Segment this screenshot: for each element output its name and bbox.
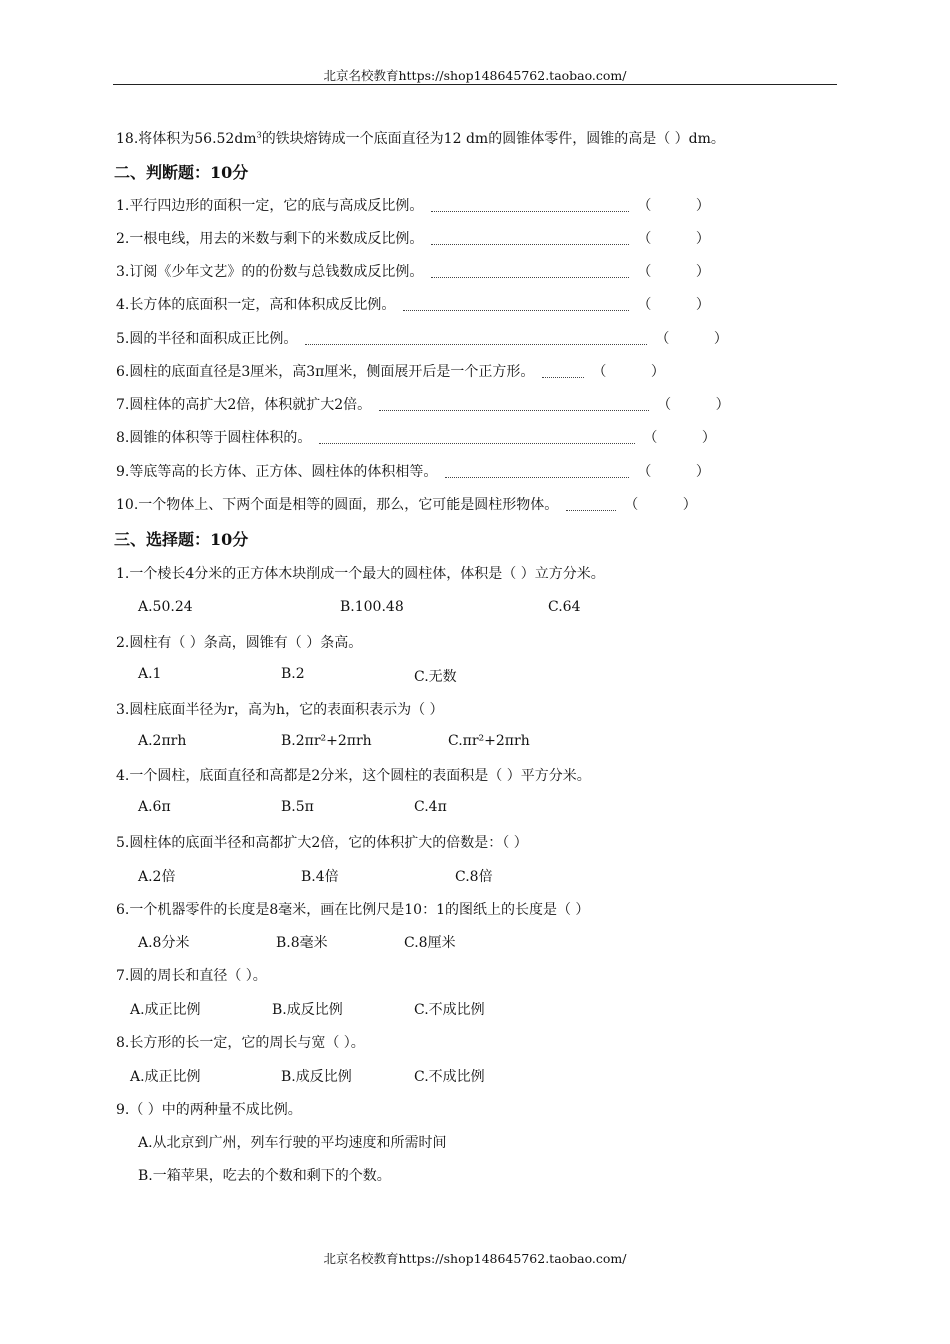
choice-option: A.8分米: [138, 935, 190, 951]
judge-text: 1.平行四边形的面积一定，它的底与高成反比例。: [116, 198, 424, 214]
question-18: [116, 128, 725, 148]
choice-option: A.2倍: [138, 869, 176, 885]
answer-dots: [379, 410, 649, 411]
judge-text: 9.等底等高的长方体、正方体、圆柱体的体积相等。: [116, 464, 438, 480]
choice-option: A.6π: [138, 799, 171, 815]
page-footer: 北京名校教育https://shop148645762.taobao.com/: [323, 1251, 627, 1266]
judge-text: 8.圆锥的体积等于圆柱体积的。: [116, 430, 312, 446]
choice-option: B.5π: [281, 799, 314, 815]
choice-option: C.4π: [414, 799, 447, 815]
judge-text: 5.圆的半径和面积成正比例。: [116, 331, 298, 347]
judge-item: [116, 461, 760, 481]
choice-question: 3.圆柱底面半径为r，高为h，它的表面积表示为（ ）: [116, 702, 444, 718]
answer-dots: [542, 377, 584, 378]
judge-text: 7.圆柱体的高扩大2倍，体积就扩大2倍。: [116, 397, 372, 413]
choice-option: C.不成比例: [414, 1069, 485, 1085]
judge-text: 6.圆柱的底面直径是3厘米，高3π厘米，侧面展开后是一个正方形。: [116, 364, 535, 380]
answer-dots: [566, 510, 616, 511]
answer-dots: [305, 344, 647, 345]
choice-question: 7.圆的周长和直径（ ）。: [116, 968, 267, 984]
choice-question: 1.一个棱长4分米的正方体木块削成一个最大的圆柱体，体积是（ ）立方分米。: [116, 566, 605, 582]
choice-question: 4.一个圆柱，底面直径和高都是2分米，这个圆柱的表面积是（ ）平方分米。: [116, 768, 591, 784]
q18-pre: 18.将体积为56.52dm: [116, 131, 257, 147]
judge-text: 2.一根电线，用去的米数与剩下的米数成反比例。: [116, 231, 424, 247]
judge-text: 10.一个物体上、下两个面是相等的圆面，那么，它可能是圆柱形物体。: [116, 497, 559, 513]
choice-question: 2.圆柱有（ ）条高，圆锥有（ ）条高。: [116, 635, 363, 651]
answer-paren: （ ）: [624, 497, 697, 513]
q18-sup: 3: [256, 130, 262, 140]
judge-item: [116, 427, 760, 447]
choice-question: 8.长方形的长一定，它的周长与宽（ ）。: [116, 1035, 365, 1051]
choice-option: A.从北京到广州，列车行驶的平均速度和所需时间: [138, 1135, 447, 1151]
choice-option: A.50.24: [138, 599, 193, 615]
choice-option: C.无数: [414, 669, 457, 685]
choice-option: A.2πrh: [138, 733, 187, 749]
answer-paren: （ ）: [657, 397, 730, 413]
answer-dots: [431, 211, 629, 212]
choice-question: 5.圆柱体的底面半径和高都扩大2倍，它的体积扩大的倍数是：（ ）: [116, 835, 528, 851]
choice-option: C.64: [548, 599, 581, 615]
answer-paren: （ ）: [637, 198, 710, 214]
section-2-title: 二、判断题：10分: [114, 163, 249, 182]
choice-option: B.8毫米: [276, 935, 328, 951]
choice-option: C.不成比例: [414, 1002, 485, 1018]
judge-item: [116, 195, 760, 215]
header-rule: [113, 84, 837, 85]
judge-text: 3.订阅《少年文艺》的的份数与总钱数成反比例。: [116, 264, 424, 280]
choice-option: B.100.48: [340, 599, 404, 615]
answer-dots: [319, 443, 635, 444]
judge-item: [116, 328, 760, 348]
choice-question: 6.一个机器零件的长度是8毫米，画在比例尺是10：1的图纸上的长度是（ ）: [116, 902, 590, 918]
answer-paren: （ ）: [592, 364, 665, 380]
answer-paren: （ ）: [637, 297, 710, 313]
section-3-title: 三、选择题：10分: [114, 530, 249, 549]
choice-option: C.8倍: [455, 869, 493, 885]
choice-option: C.πr²+2πrh: [448, 733, 530, 749]
choice-option: B.成反比例: [272, 1002, 343, 1018]
judge-item: [116, 228, 760, 248]
answer-paren: （ ）: [643, 430, 716, 446]
judge-item: [116, 494, 760, 514]
judge-text: 4.长方体的底面积一定，高和体积成反比例。: [116, 297, 396, 313]
choice-option: B.2: [281, 666, 305, 682]
choice-option: A.1: [138, 666, 162, 682]
answer-dots: [445, 477, 629, 478]
answer-paren: （ ）: [637, 264, 710, 280]
page-header: 北京名校教育https://shop148645762.taobao.com/: [323, 68, 627, 83]
judge-item: [116, 261, 760, 281]
choice-option: C.8厘米: [404, 935, 456, 951]
choice-option: B.成反比例: [281, 1069, 352, 1085]
choice-option: B.2πr²+2πrh: [281, 733, 372, 749]
answer-dots: [431, 244, 629, 245]
choice-question: 9.（ ）中的两种量不成比例。: [116, 1102, 302, 1118]
judge-item: [116, 294, 760, 314]
answer-paren: （ ）: [655, 331, 728, 347]
judge-item: [116, 361, 760, 381]
judge-item: [116, 394, 760, 414]
answer-paren: （ ）: [637, 464, 710, 480]
answer-dots: [403, 310, 629, 311]
choice-option: A.成正比例: [130, 1002, 201, 1018]
choice-option: A.成正比例: [130, 1069, 201, 1085]
answer-dots: [431, 277, 629, 278]
choice-option: B.4倍: [301, 869, 339, 885]
answer-paren: （ ）: [637, 231, 710, 247]
q18-post: 的铁块熔铸成一个底面直径为12 dm的圆锥体零件，圆锥的高是（ ）dm。: [261, 131, 725, 147]
choice-option: B.一箱苹果，吃去的个数和剩下的个数。: [138, 1168, 391, 1184]
